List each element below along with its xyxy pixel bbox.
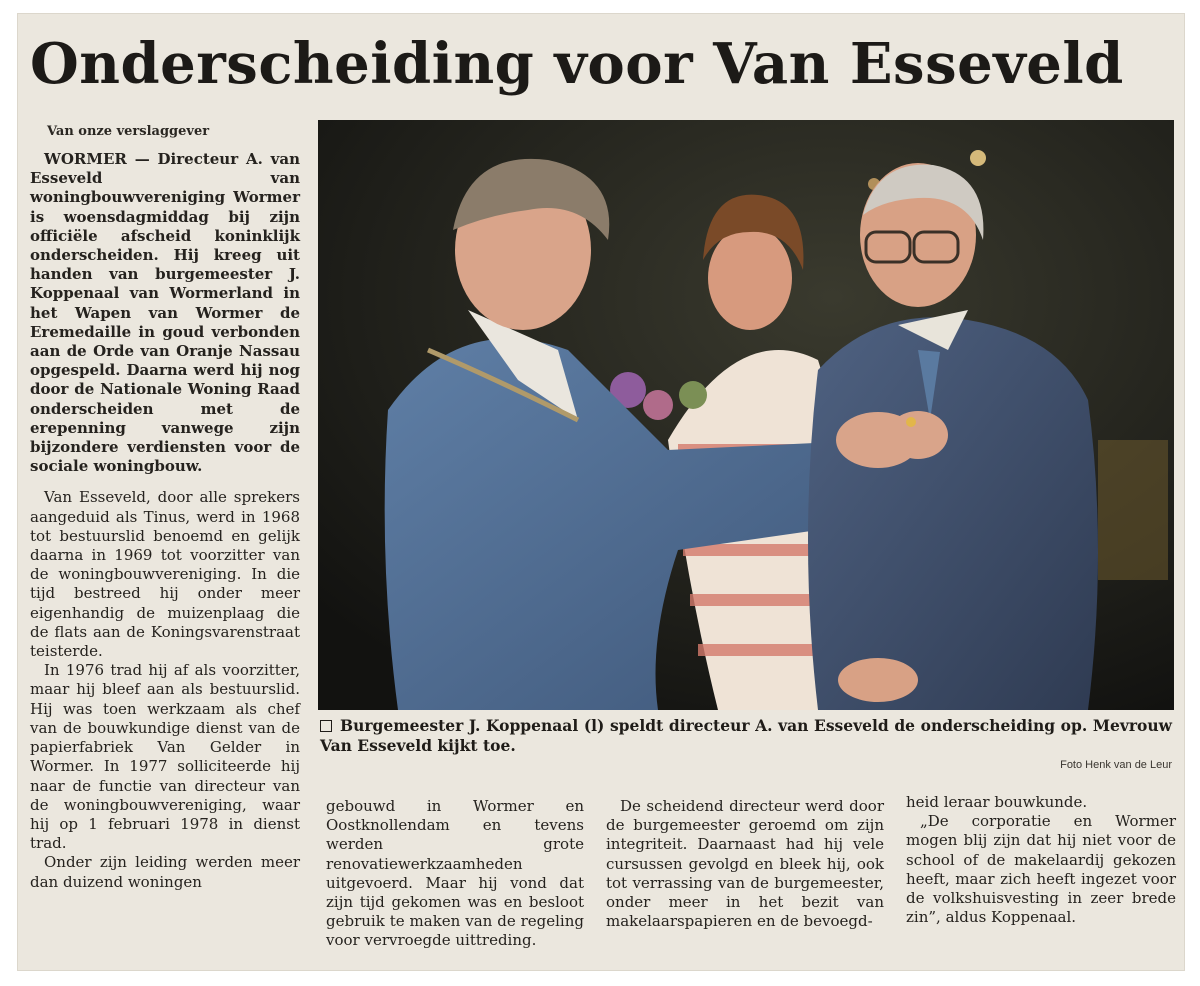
column-2 [326, 797, 584, 951]
byline: Van onze verslaggever [47, 124, 210, 139]
photo-credit: Foto Henk van de Leur [1060, 759, 1172, 771]
paragraph: In 1976 trad hij af als voorzitter, maar hij bleef aan als bestuurslid. Hij was toen werkzaam als chef van de bouwkundige dienst van de papierfabriek Van Gelder in Wormer. In 1977 solliciteerde hij naar de functie van directeur van de woningbouwvereniging, waar hij op 1 februari 1978 in dienst trad. [30, 661, 300, 853]
column-3 [606, 797, 884, 931]
headline: Onderscheiding voor Van Esseveld [30, 31, 1124, 97]
paragraph: heid leraar bouwkunde. [906, 793, 1088, 811]
caption-box-icon [320, 720, 332, 732]
caption-text: Burgemeester J. Koppenaal (l) speldt directeur A. van Esseveld de onderscheiding op. Mevrouw Van Esseveld kijkt toe. [320, 716, 1172, 755]
news-photo [318, 120, 1174, 710]
paragraph: De scheidend directeur werd door de burgemeester geroemd om zijn integriteit. Daarnaast had hij vele cursussen gevolgd en bleek hij, ook tot verrassing van de burgemeester, onder meer in het bezit van makelaarspapieren en de bevoegd- [606, 797, 884, 931]
paragraph: „De corporatie en Wormer mogen blij zijn dat hij niet voor de school of de makelaardij gekozen heeft, maar zich heeft ingezet voor de volkshuisvesting in zeer brede zin”, aldus Koppenaal. [906, 812, 1176, 927]
photo-caption [320, 716, 1172, 756]
column-4 [906, 793, 1176, 927]
paragraph: Onder zijn leiding werden meer dan duizend woningen [30, 853, 300, 891]
intro-paragraph: WORMER — Directeur A. van Esseveld van woningbouwvereniging Wormer is woensdagmiddag bij zijn officiële afscheid koninklijk onderscheiden. Hij kreeg uit handen van burgemeester J. Koppenaal van Wormerland in het Wapen van Wormer de Eremedaille in goud verbonden aan de Orde van Oranje Nassau opgespeld. Daarna werd hij nog door de Nationale Woning Raad onderscheiden met de erepenning vanwege zijn bijzondere verdiensten voor de sociale woningbouw. [30, 150, 300, 476]
paragraph: gebouwd in Wormer en Oostknollendam en tevens werden grote renovatiewerkzaamheden uitgevoerd. Maar hij vond dat zijn tijd gekomen was en besloot gebruik te maken van de regeling voor vervroegde uittreding. [326, 797, 584, 950]
paragraph: Van Esseveld, door alle sprekers aangeduid als Tinus, werd in 1968 tot bestuurslid benoemd en gelijk daarna in 1969 tot voorzitter van de woningbouwvereniging. In die tijd bestreed hij onder meer eigenhandig de muizenplaag die de flats aan de Koningsvarenstraat teisterde. [30, 488, 300, 661]
column-1 [30, 150, 300, 892]
